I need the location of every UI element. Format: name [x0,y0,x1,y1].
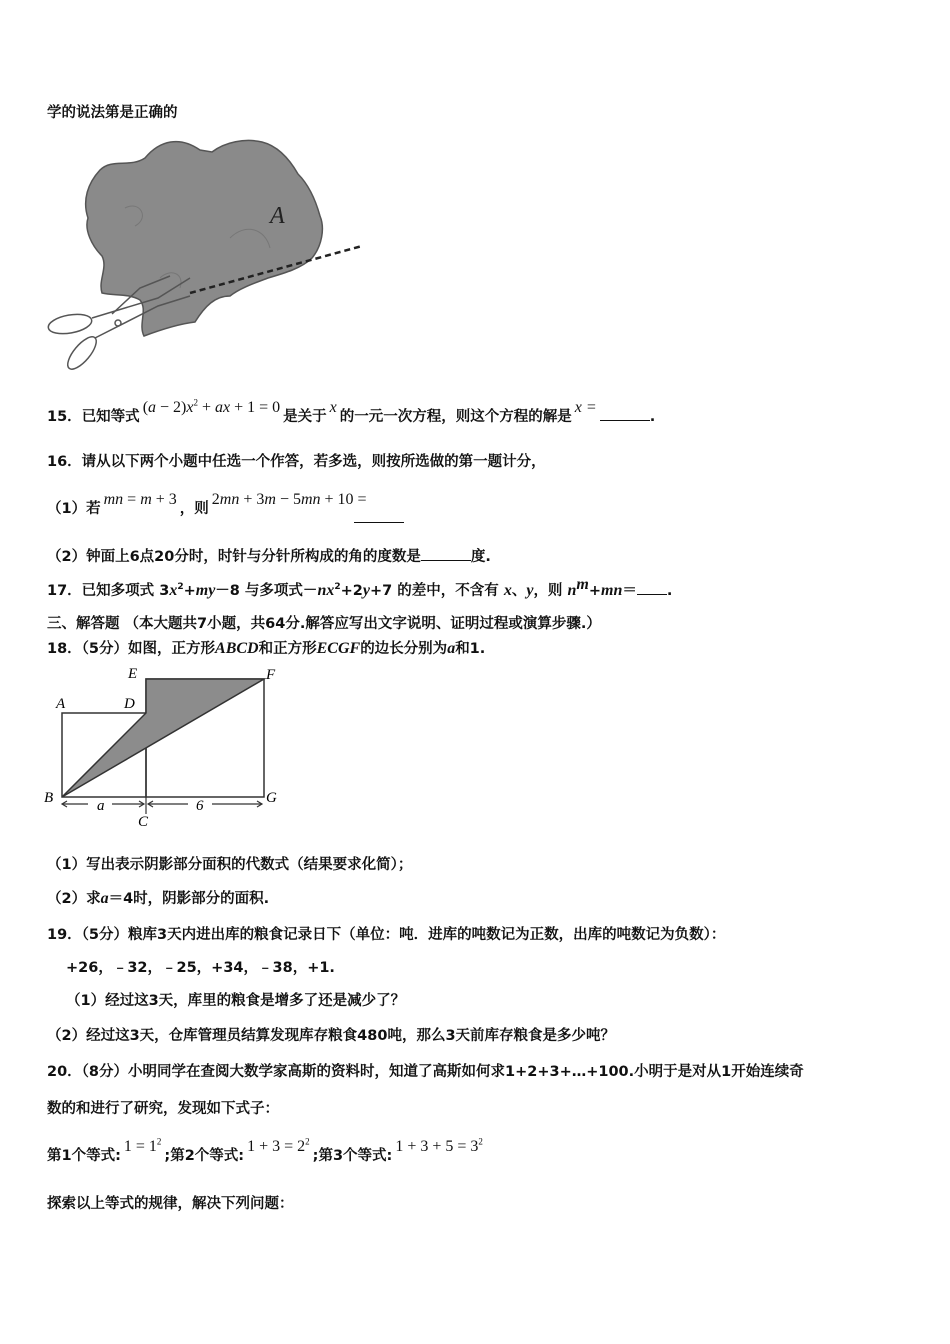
leaf-label-A: A [270,203,285,229]
q19-title: 19．（5分）粮库3天内进出库的粮食记录日下（单位：吨．进库的吨数记为正数，出库的吨数记为负数）： [47,927,726,943]
q15-equation: $(a - 2)x^2$ + ax + 1 = 0 [142,397,281,416]
dim-label-a: a [97,798,105,814]
q20-eq1: $1 = 1^2$ [123,1136,162,1155]
q20-equations: 第1个等式:1 = $1^2$;第2个等式:1 + $3 = 2^2$;第3个等式:1 + $3 + 5 = 3^2$ [47,1136,483,1164]
q15-answer-var: x = [574,399,597,416]
label-F: F [266,667,276,683]
q18-part2: （2）求a＝4时，阴影部分的面积. [47,890,270,907]
q15-answer-blank [600,406,650,421]
label-B: B [44,790,54,806]
label-D: D [124,696,135,712]
q17-line: 17．已知多项式 $3x^2+my-8$ 与多项式$-nx^2+2y+7$ 的差中，不含有 x、y，则 $n^m+mn=$ . [47,576,673,599]
q19-values: +26，﹣32，﹣25，+34，﹣38，+1. [66,960,335,976]
section-3-heading: 三、解答题 （本大题共7小题，共64分.解答应写出文字说明、证明过程或演算步骤.） [47,616,601,632]
q17-answer-blank [637,580,667,595]
shaded-region [62,679,264,797]
leaf-cut-figure [40,128,370,378]
q15-line: 15．已知等式$(a - 2)x^2$ + ax + 1 = 0是关于x的一元一次方程，则这个方程的解是x =. [47,397,656,425]
label-E: E [128,666,138,682]
q19-part1: （1）经过这3天，库里的粮食是增多了还是减少了？ [66,993,406,1009]
q18-part1: （1）写出表示阴影部分面积的代数式（结果要求化简）； [47,857,413,873]
q16-expr: 2mn + 3m − 5mn + 10 = [211,491,367,508]
q20-explore: 探索以上等式的规律，解决下列问题： [47,1196,294,1212]
q16-answer-blank [354,508,404,523]
q19-part2: （2）经过这3天，仓库管理员结算发现库存粮食480吨，那么3天前库存粮食是多少吨？ [47,1028,616,1044]
q20-eq3: $1 + 3 + 5 = 3^2$ [395,1136,483,1155]
q20-eq2: $1 + 3 = 2^2$ [247,1136,310,1155]
intro-text: 学的说法第是正确的 [47,105,178,121]
q16-title: 16．请从以下两个小题中任选一个作答，若多选，则按所选做的第一题计分， [47,454,546,470]
dim-label-6: 6 [196,798,204,814]
label-A: A [56,696,66,712]
q16-cond: mn = m + 3 [103,491,177,508]
q16-part2: （2）钟面上6点20分时，时针与分针所构成的角的度数是 度. [47,546,491,567]
q20-line1: 20．（8分）小明同学在查阅大数学家高斯的资料时，知道了高斯如何求1+2+3+…+100.小明于是对从1开始连续奇 [47,1064,804,1080]
label-C: C [138,814,149,830]
q16-part1: （1）若mn = m + 3，则2mn + 3m − 5mn + 10 = [47,498,420,519]
label-G: G [266,790,277,806]
leaf-shape [86,140,323,336]
q18-line: 18．（5分）如图，正方形ABCD和正方形ECGF的边长分别为a和1. [47,640,486,657]
q20-line2: 数的和进行了研究，发现如下式子： [47,1101,279,1117]
q16-degree-blank [421,546,471,561]
squares-figure [40,664,290,834]
